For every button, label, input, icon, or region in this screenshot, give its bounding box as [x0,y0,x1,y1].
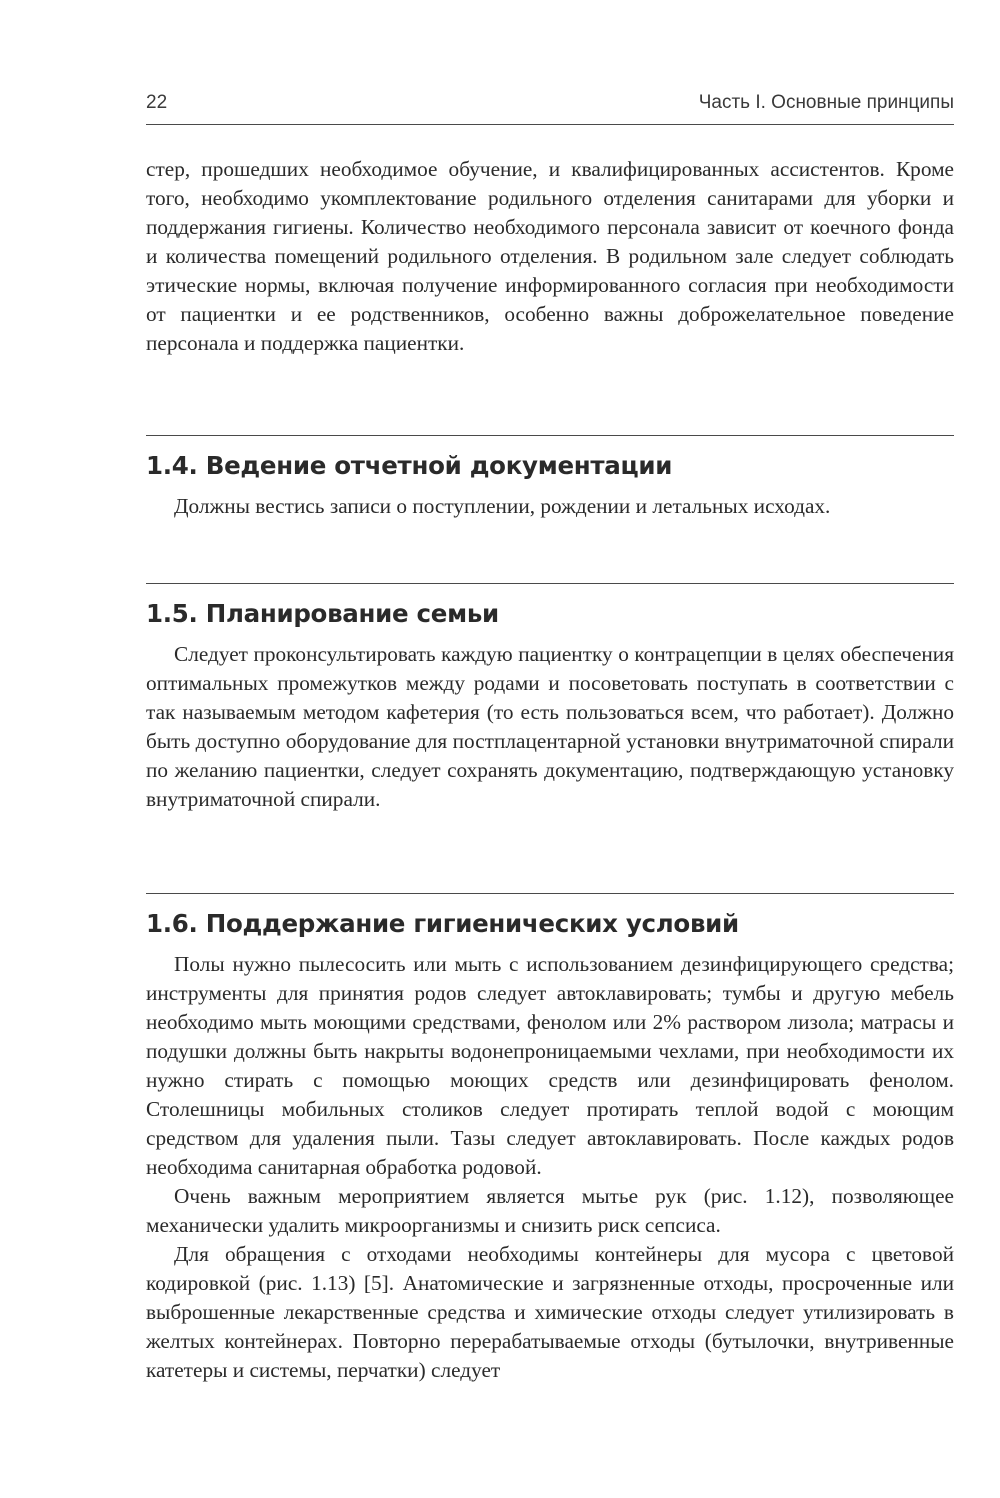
intro-text-block [146,155,954,358]
section-divider [146,435,954,436]
section-1-4 [146,435,954,521]
running-header [146,90,954,125]
section-divider [146,893,954,894]
intro-paragraph: стер, прошедших необходимое обучение, и квалифицированных ассистентов. Кроме того, необходимо укомплектование родильного отделения санитарами для уборки и поддержания гигиены. Количество необходимого персонала зависит от коечного фонда и количества помещений родильного отделения. В родильном зале следует соблюдать этические нормы, включая получение информированного согласия при необходимости от пациентки и ее родственников, особенно важны доброжелательное поведение персонала и поддержка пациентки. [146,157,954,355]
section-body [146,950,954,1385]
section-divider [146,583,954,584]
paragraph: Должны вестись записи о поступлении, рождении и летальных исходах. [174,494,831,518]
running-title: Часть I. Основные принципы [698,92,954,113]
paragraph: Полы нужно пылесосить или мыть с использованием дезинфицирующего средства; инструменты для принятия родов следует автоклавировать; тумбы и другую мебель необходимо мыть моющими средствами, фенолом или 2% раствором лизола; матрасы и подушки должны быть накрыты водонепроницаемыми чехлами, при необходимости их нужно стирать с помощью моющих средств или дезинфицировать фенолом. Столешницы мобильных столиков следует протирать теплой водой с моющим средством для удаления пыли. Тазы следует автоклавировать. После каждых родов необходима санитарная обработка родовой. [146,952,954,1179]
section-1-5 [146,583,954,814]
paragraph: Очень важным мероприятием является мытье рук (рис. 1.12), позволяющее механически удалить микроорганизмы и снизить риск сепсиса. [146,1184,954,1237]
paragraph: Для обращения с отходами необходимы контейнеры для мусора с цветовой кодировкой (рис. 1.13) [5]. Анатомические и загрязненные отходы, просроченные или выброшенные лекарственные средства и химические отходы следует утилизировать в желтых контейнерах. Повторно перерабатываемые отходы (бутылочки, внутривенные катетеры и системы, перчатки) следует [146,1242,954,1382]
section-body [146,640,954,814]
section-heading: 1.6. Поддержание гигиенических условий [146,909,739,938]
section-1-6 [146,893,954,1385]
section-heading: 1.5. Планирование семьи [146,599,499,628]
section-heading: 1.4. Ведение отчетной документации [146,451,673,480]
page-number: 22 [146,92,168,113]
paragraph: Следует проконсультировать каждую пациентку о контрацепции в целях обеспечения оптимальных промежутков между родами и посоветовать поступать в соответствии с так называемым методом кафетерия (то есть пользоваться всем, что работает). Должно быть доступно оборудование для постплацентарной установки внутриматочной спирали по желанию пациентки, следует сохранять документацию, подтверждающую установку внутриматочной спирали. [146,642,954,811]
section-body [146,492,954,521]
